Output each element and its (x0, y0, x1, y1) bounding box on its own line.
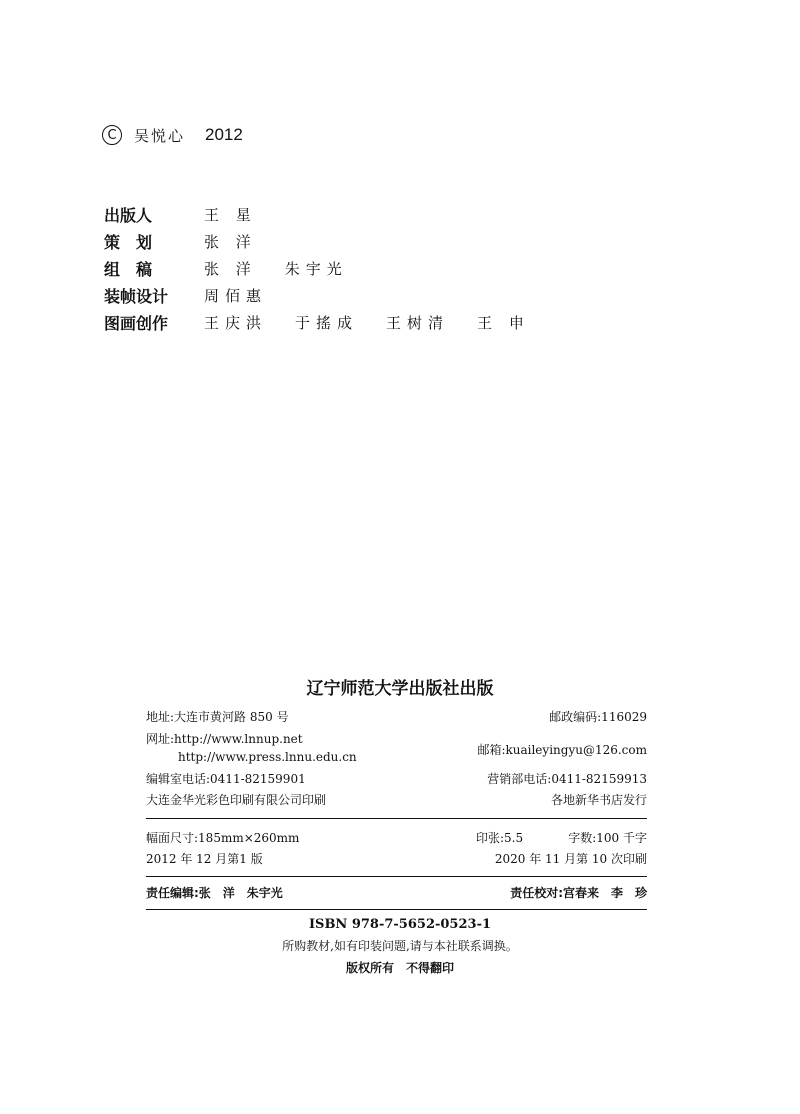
copyright-year: 2012 (205, 125, 243, 144)
proofreader: 责任校对:宫春来 李 珍 (510, 886, 647, 900)
credit-name: 张 洋 (204, 232, 257, 251)
website-secondary: http://www.press.lnnu.edu.cn (178, 750, 357, 764)
printer: 大连金华光彩色印刷有限公司印刷 (146, 793, 327, 807)
rights-notice: 版权所有 不得翻印 (345, 961, 454, 975)
credit-role: 策 划 (104, 232, 153, 252)
credit-design (104, 282, 295, 308)
credit-name: 王庆洪 (204, 313, 268, 332)
credit-name: 王 星 (204, 205, 257, 224)
credit-name: 朱宇光 (284, 259, 348, 278)
format-size: 幅面尺寸:185mm×260mm (146, 831, 300, 845)
postcode: 邮政编码:116029 (549, 710, 647, 724)
copyright-line (102, 122, 243, 148)
credit-role: 出版人 (104, 205, 153, 225)
credit-illustration (104, 309, 558, 335)
divider (146, 909, 647, 910)
credit-role: 组 稿 (104, 259, 153, 279)
sales-phone: 营销部电话:0411-82159913 (487, 772, 647, 786)
credit-name: 王 申 (477, 313, 530, 332)
credit-name: 王树清 (386, 313, 450, 332)
credit-name: 周佰惠 (204, 286, 268, 305)
website-primary: 网址:http://www.lnnup.net (146, 732, 303, 746)
divider (146, 818, 647, 819)
credit-name: 于搖成 (295, 313, 359, 332)
edition: 2012 年 12 月第1 版 (146, 852, 263, 866)
credit-role: 装帧设计 (104, 286, 169, 306)
distributor: 各地新华书店发行 (550, 793, 647, 807)
replacement-notice: 所购教材,如有印装问题,请与本社联系调换。 (282, 939, 518, 953)
copyright-icon: C (102, 125, 122, 145)
address: 地址:大连市黄河路 850 号 (146, 710, 289, 724)
copyright-holder: 吴悦心 (134, 126, 186, 145)
print-sheets: 印张:5.5 (476, 831, 524, 845)
printing: 2020 年 11 月第 10 次印刷 (494, 852, 647, 866)
editorial-phone: 编辑室电话:0411-82159901 (146, 772, 306, 786)
responsible-editor: 责任编辑:张 洋 朱宇光 (146, 886, 283, 900)
isbn: ISBN 978-7-5652-0523-1 (308, 917, 492, 932)
email: 邮箱:kuaileyingyu@126.com (477, 743, 647, 757)
credit-name: 张 洋 (204, 259, 257, 278)
publisher-title: 辽宁师范大学出版社出版 (306, 679, 494, 699)
divider (146, 876, 647, 877)
credit-publisher (104, 201, 285, 227)
credit-acquisitions (104, 255, 376, 281)
credit-role: 图画创作 (104, 313, 169, 333)
credit-planner (104, 228, 285, 254)
word-count: 字数:100 千字 (568, 831, 647, 845)
